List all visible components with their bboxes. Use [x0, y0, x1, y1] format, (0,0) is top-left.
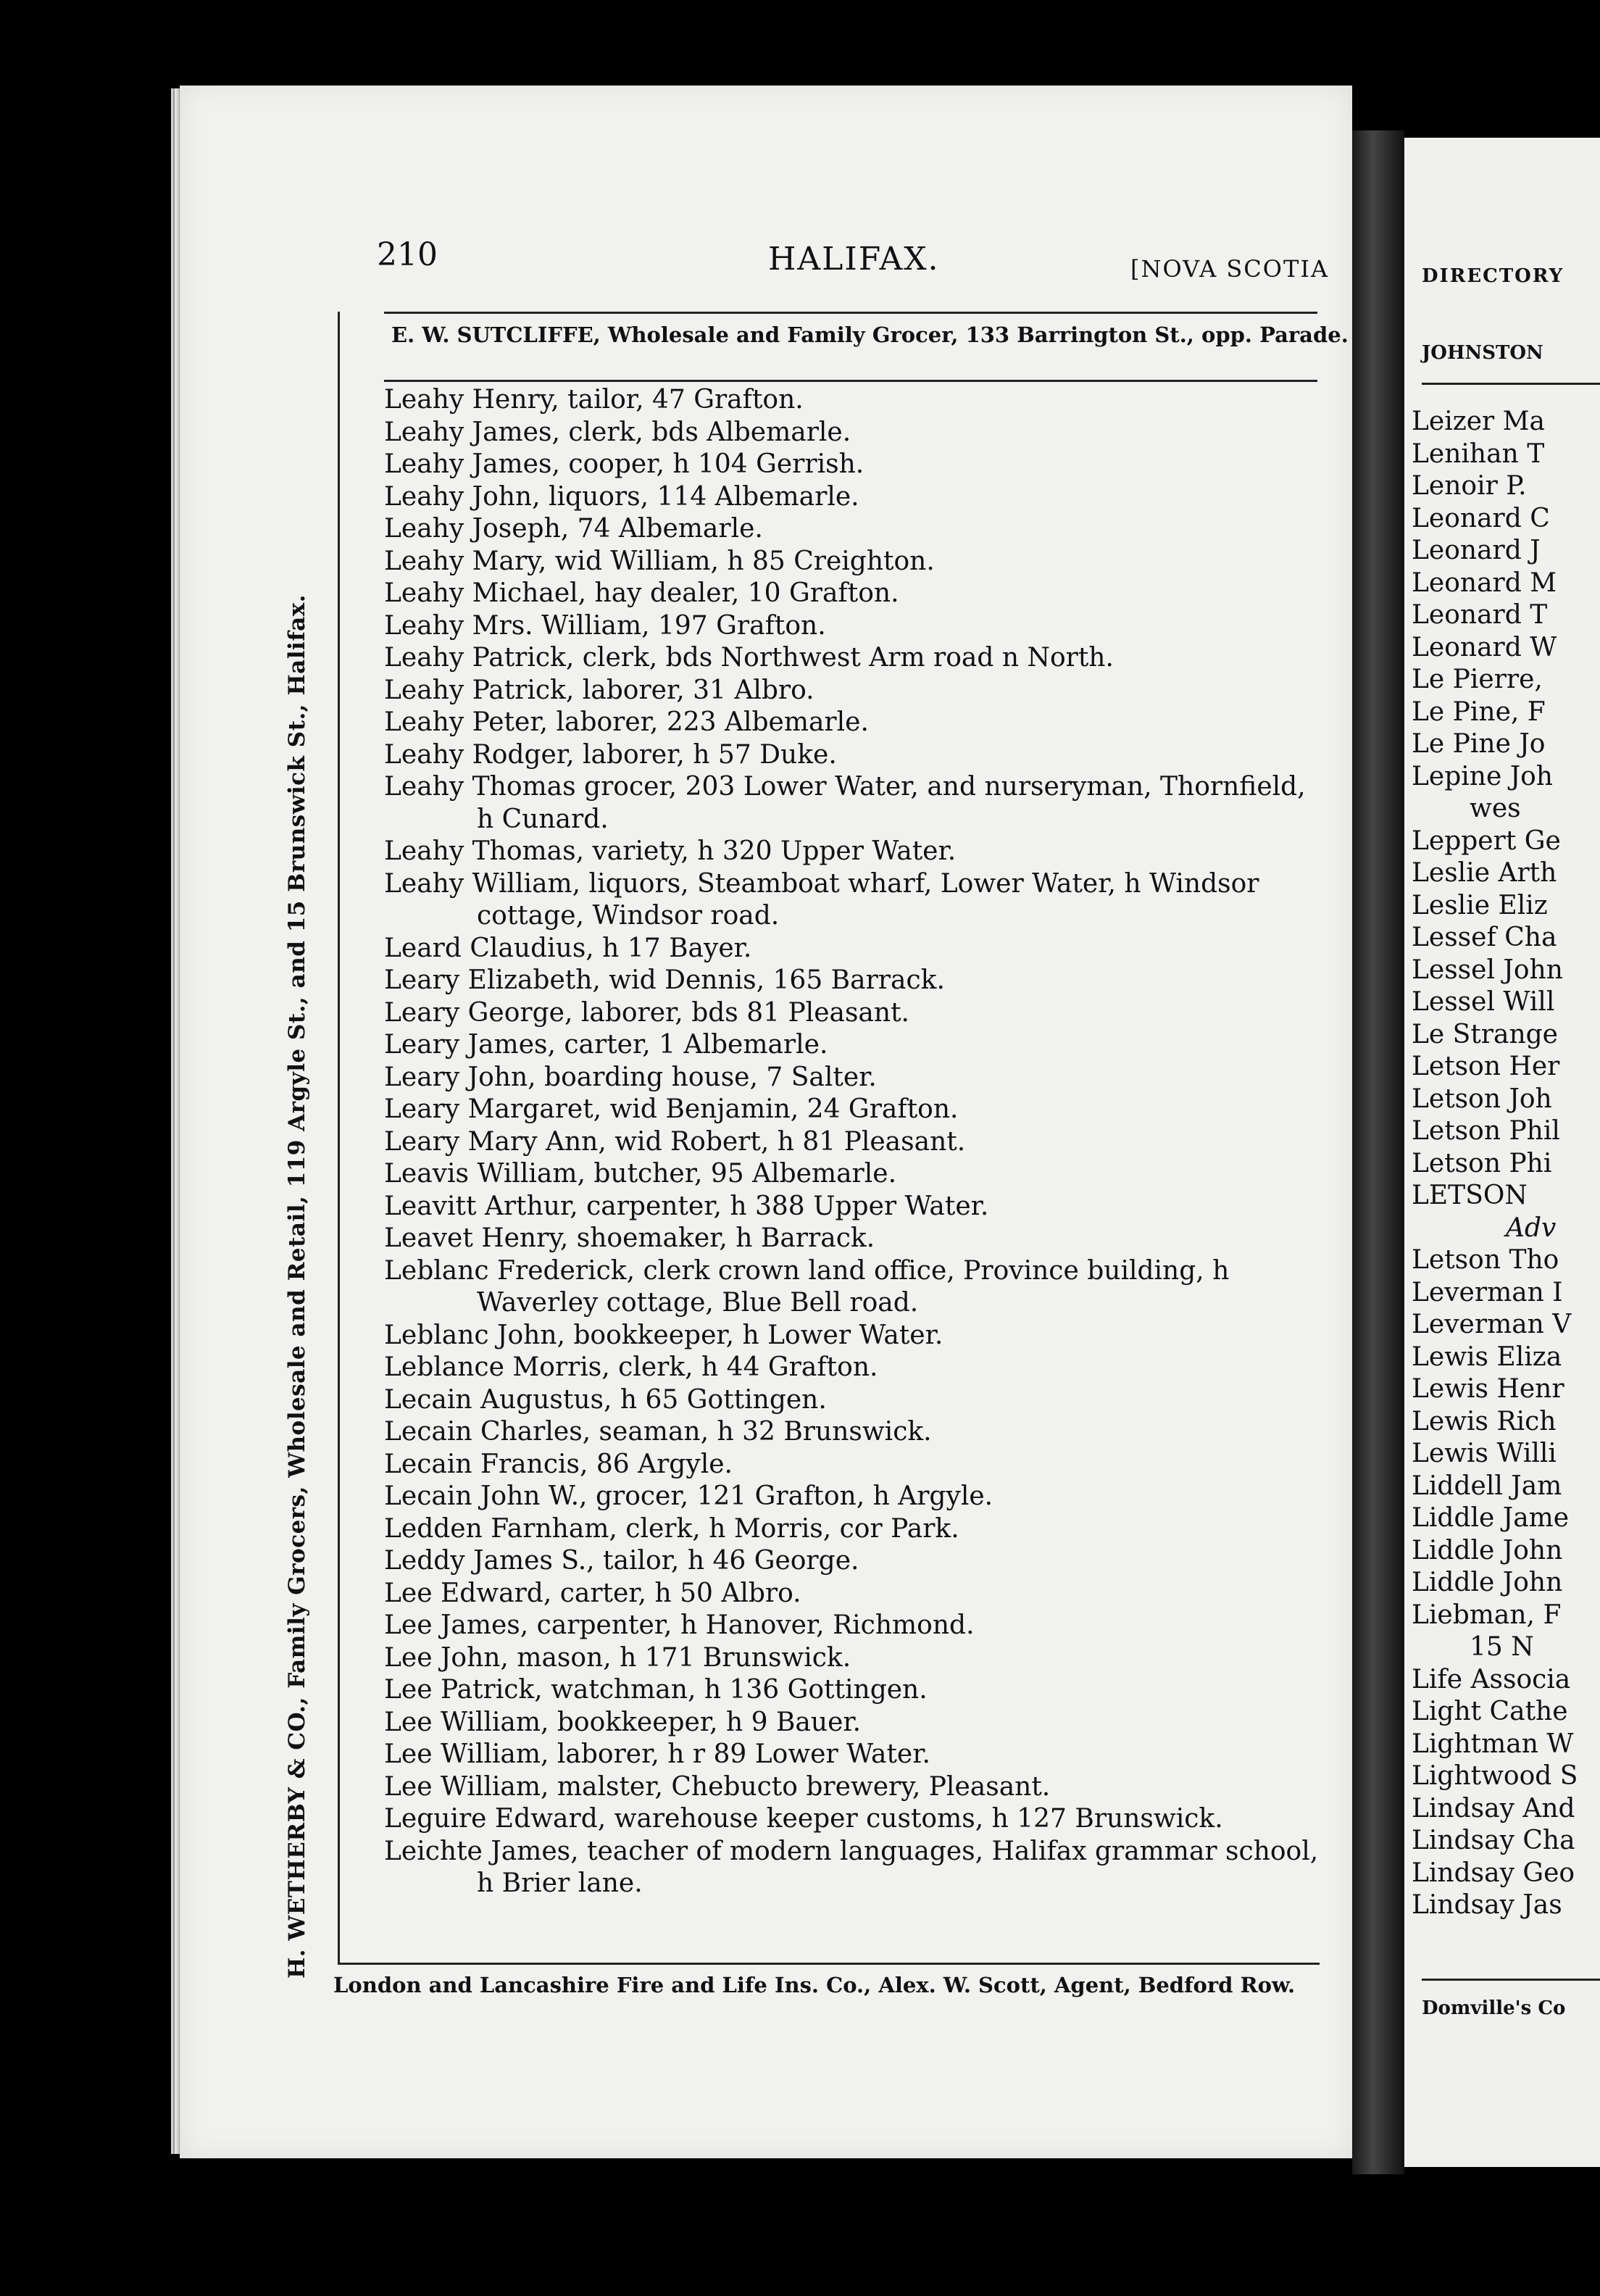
directory-entry	[384, 417, 1304, 449]
right-page-entry: Letson Joh	[1412, 1083, 1552, 1114]
right-page-entry: Liddle Jame	[1412, 1503, 1570, 1533]
right-page-bottom-ad: Domville's Co	[1422, 1997, 1566, 2019]
directory-entry	[384, 1513, 1304, 1546]
directory-entry	[384, 1352, 1304, 1384]
entry-text: Leahy William, liquors, Steamboat wharf, Lower Water, h Windsor	[384, 868, 1259, 899]
right-page-top-ad: JOHNSTON	[1422, 342, 1543, 364]
right-page-entry: 15 N	[1470, 1632, 1534, 1662]
entry-text: Leahy Thomas grocer, 203 Lower Water, and nurseryman, Thornfield,	[384, 772, 1306, 802]
right-page-entry: Letson Phi	[1412, 1148, 1552, 1178]
entry-text: Lee William, malster, Chebucto brewery, Pleasant.	[384, 1771, 1051, 1802]
right-page-running-title: DIRECTORY	[1422, 265, 1564, 287]
directory-entry	[384, 1836, 1319, 1900]
right-page-entries	[1412, 406, 1578, 1922]
right-page-entry: Lewis Eliza	[1412, 1342, 1562, 1372]
directory-entry	[384, 513, 1304, 546]
entry-continuation: h Cunard.	[477, 804, 609, 834]
right-page-entry: Lessel John	[1412, 954, 1563, 985]
running-title: HALIFAX.	[768, 241, 940, 278]
entry-text: Leahy Peter, laborer, 223 Albemarle.	[384, 707, 869, 737]
right-page-entry: Le Pine, F	[1412, 696, 1546, 727]
right-page-entry: Leonard C	[1412, 503, 1550, 533]
running-section: [NOVA SCOTIA	[1130, 255, 1330, 283]
entry-text: Leary James, carter, 1 Albemarle.	[384, 1030, 828, 1060]
right-page-entry: LETSON	[1412, 1181, 1528, 1210]
right-page-entry: Leppert Ge	[1412, 825, 1561, 856]
entry-text: Leahy Michael, hay dealer, 10 Grafton.	[384, 578, 899, 608]
right-page-entry: Le Pine Jo	[1412, 729, 1546, 759]
entry-text: Leary Mary Ann, wid Robert, h 81 Pleasant.	[384, 1126, 966, 1157]
directory-entry	[384, 739, 1304, 772]
directory-entry	[384, 1610, 1304, 1642]
entry-continuation: h Brier lane.	[477, 1868, 643, 1898]
directory-entry	[384, 1223, 1304, 1255]
directory-entry	[384, 1029, 1304, 1062]
directory-entry	[384, 1803, 1304, 1836]
directory-entry	[384, 771, 1304, 836]
right-page-entry: Leonard W	[1412, 632, 1557, 662]
directory-entry	[384, 384, 1304, 417]
bottom-advertisement: London and Lancashire Fire and Life Ins. Co., Alex. W. Scott, Agent, Bedford Row.	[333, 1973, 1296, 1997]
directory-entries	[384, 384, 1319, 1900]
entry-text: Lee Patrick, watchman, h 136 Gottingen.	[384, 1675, 928, 1705]
entry-text: Leary Elizabeth, wid Dennis, 165 Barrack.	[384, 965, 945, 995]
directory-entry	[384, 1545, 1304, 1578]
entry-text: Lee William, bookkeeper, h 9 Bauer.	[384, 1707, 862, 1737]
entry-text: Leguire Edward, warehouse keeper customs, h 127 Brunswick.	[384, 1804, 1223, 1834]
entry-text: Leichte James, teacher of modern languages, Halifax grammar school,	[384, 1836, 1319, 1866]
right-page-entry: Leslie Arth	[1412, 858, 1557, 888]
right-page-entry: Lepine Joh	[1412, 761, 1553, 791]
directory-entry	[384, 1739, 1304, 1771]
directory-entry	[384, 868, 1304, 933]
right-page-entry: Lenihan T	[1412, 438, 1545, 469]
directory-entry	[384, 1158, 1304, 1191]
entry-text: Leavet Henry, shoemaker, h Barrack.	[384, 1223, 875, 1253]
right-page-entry: Letson Her	[1412, 1052, 1560, 1081]
right-page-entry: Lightman W	[1412, 1729, 1574, 1759]
directory-entry	[384, 1094, 1304, 1126]
entry-text: Leary George, laborer, bds 81 Pleasant.	[384, 997, 909, 1028]
right-page-entry: Lewis Henr	[1412, 1374, 1564, 1404]
book-gutter	[1352, 130, 1404, 2174]
entry-text: Lee John, mason, h 171 Brunswick.	[384, 1642, 851, 1673]
directory-entry	[384, 610, 1304, 643]
entry-text: Lee William, laborer, h r 89 Lower Water.	[384, 1739, 930, 1769]
entry-continuation: cottage, Windsor road.	[477, 901, 780, 931]
directory-entry	[384, 1062, 1304, 1094]
entry-continuation: Waverley cottage, Blue Bell road.	[477, 1288, 919, 1318]
entry-text: Leddy James S., tailor, h 46 George.	[384, 1546, 859, 1576]
directory-entry	[384, 965, 1304, 997]
right-page-entry: Leslie Eliz	[1412, 890, 1548, 920]
directory-entry	[384, 1449, 1304, 1481]
right-page-entry: Lewis Rich	[1412, 1406, 1557, 1436]
right-page-entry: Life Associa	[1412, 1664, 1571, 1694]
right-page-entry: Adv	[1506, 1213, 1557, 1243]
entry-text: Lee Edward, carter, h 50 Albro.	[384, 1578, 801, 1608]
right-page-entry: Lessef Cha	[1412, 923, 1557, 952]
right-page-entry: wes	[1470, 794, 1521, 823]
right-page-entry: Leonard J	[1412, 536, 1541, 565]
right-page-entry: Lessel Will	[1412, 987, 1555, 1017]
entry-text: Leblanc Frederick, clerk crown land office, Province building, h	[384, 1255, 1230, 1286]
entry-text: Leavitt Arthur, carpenter, h 388 Upper Water.	[384, 1191, 989, 1221]
directory-entry	[384, 1416, 1304, 1449]
entry-text: Lecain John W., grocer, 121 Grafton, h Argyle.	[384, 1481, 993, 1511]
right-page-entry: Lindsay And	[1412, 1793, 1575, 1823]
entry-text: Leahy James, clerk, bds Albemarle.	[384, 417, 851, 447]
directory-entry	[384, 449, 1304, 481]
page-number: 210	[377, 236, 438, 273]
entry-text: Lecain Augustus, h 65 Gottingen.	[384, 1384, 827, 1415]
right-page-bottom-rule	[1422, 1979, 1600, 1981]
entry-text: Lee James, carpenter, h Hanover, Richmond.	[384, 1610, 975, 1640]
right-page-entry: Lenoir P.	[1412, 471, 1527, 501]
entry-text: Leahy Thomas, variety, h 320 Upper Water.	[384, 836, 957, 866]
directory-entry	[384, 546, 1304, 578]
directory-entry	[384, 997, 1304, 1030]
directory-entry	[384, 481, 1304, 514]
directory-entry	[384, 1481, 1304, 1513]
right-page-entry: Le Strange	[1412, 1019, 1558, 1049]
directory-entry	[384, 1578, 1304, 1610]
entry-text: Leahy Mary, wid William, h 85 Creighton.	[384, 546, 935, 576]
right-page-entry: Lindsay Geo	[1412, 1858, 1575, 1888]
right-page-entry: Leonard T	[1412, 600, 1548, 630]
right-page-entry: Leverman I	[1412, 1277, 1563, 1307]
right-page-entry: Liddle John	[1412, 1535, 1563, 1565]
directory-entry	[384, 1255, 1304, 1320]
directory-entry	[384, 1771, 1304, 1804]
right-page-entry: Lindsay Jas	[1412, 1890, 1562, 1920]
directory-entry	[384, 1320, 1304, 1352]
entry-text: Leahy Henry, tailor, 47 Grafton.	[384, 385, 804, 415]
entry-text: Leahy Joseph, 74 Albemarle.	[384, 514, 763, 544]
entry-text: Leahy Patrick, laborer, 31 Albro.	[384, 675, 814, 705]
directory-entry	[384, 1384, 1304, 1417]
right-page-entry: Liebman, F	[1412, 1600, 1562, 1630]
right-page	[1404, 138, 1600, 2167]
right-page-entry: Leonard M	[1412, 567, 1557, 598]
entry-text: Leblanc John, bookkeeper, h Lower Water.	[384, 1320, 943, 1350]
entry-text: Leavis William, butcher, 95 Albemarle.	[384, 1159, 897, 1189]
right-page-rule	[1422, 383, 1600, 385]
right-page-entry: Letson Phil	[1412, 1116, 1560, 1146]
directory-entry	[384, 578, 1304, 610]
directory-entry	[384, 1642, 1304, 1675]
entry-text: Leahy Patrick, clerk, bds Northwest Arm road n North.	[384, 643, 1114, 673]
right-page-entry: Liddell Jam	[1412, 1471, 1562, 1501]
directory-entry	[384, 836, 1304, 868]
right-page-entry: Letson Tho	[1412, 1245, 1559, 1275]
entry-text: Leblance Morris, clerk, h 44 Grafton.	[384, 1352, 878, 1382]
right-page-entry: Lightwood S	[1412, 1761, 1578, 1791]
entry-text: Ledden Farnham, clerk, h Morris, cor Park.	[384, 1513, 959, 1544]
right-page-entry: Lewis Willi	[1412, 1439, 1557, 1468]
side-advertisement: H. WETHERBY & CO., Family Grocers, Wholesale and Retail, 119 Argyle St., and 15 Brunswick St., Halifax.	[284, 594, 310, 1979]
directory-entry	[384, 707, 1304, 739]
right-page-entry: Leverman V	[1412, 1310, 1572, 1339]
right-page-entry: Liddle John	[1412, 1568, 1563, 1597]
entry-text: Leahy John, liquors, 114 Albemarle.	[384, 481, 859, 512]
right-page-entry: Leizer Ma	[1412, 407, 1545, 436]
directory-entry	[384, 1674, 1304, 1707]
entry-text: Lecain Francis, 86 Argyle.	[384, 1449, 733, 1479]
entry-text: Leahy Rodger, laborer, h 57 Duke.	[384, 739, 837, 770]
right-page-entry: Light Cathe	[1412, 1697, 1568, 1726]
directory-entry	[384, 1191, 1304, 1223]
entry-text: Leard Claudius, h 17 Bayer.	[384, 933, 752, 963]
directory-entry	[384, 1707, 1304, 1739]
entry-text: Leary Margaret, wid Benjamin, 24 Grafton.	[384, 1094, 959, 1124]
top-advertisement: E. W. SUTCLIFFE, Wholesale and Family Grocer, 133 Barrington St., opp. Parade.	[391, 323, 1349, 347]
directory-entry	[384, 933, 1304, 965]
directory-entry	[384, 642, 1304, 675]
right-page-entry: Le Pierre,	[1412, 665, 1543, 694]
entry-text: Leahy James, cooper, h 104 Gerrish.	[384, 449, 864, 479]
top-ad-rule	[384, 380, 1317, 382]
entry-text: Leahy Mrs. William, 197 Grafton.	[384, 610, 826, 641]
entry-text: Leary John, boarding house, 7 Salter.	[384, 1062, 877, 1092]
entry-text: Lecain Charles, seaman, h 32 Brunswick.	[384, 1417, 932, 1447]
directory-entry	[384, 1126, 1304, 1159]
directory-entry	[384, 675, 1304, 707]
right-page-entry: Lindsay Cha	[1412, 1826, 1575, 1855]
